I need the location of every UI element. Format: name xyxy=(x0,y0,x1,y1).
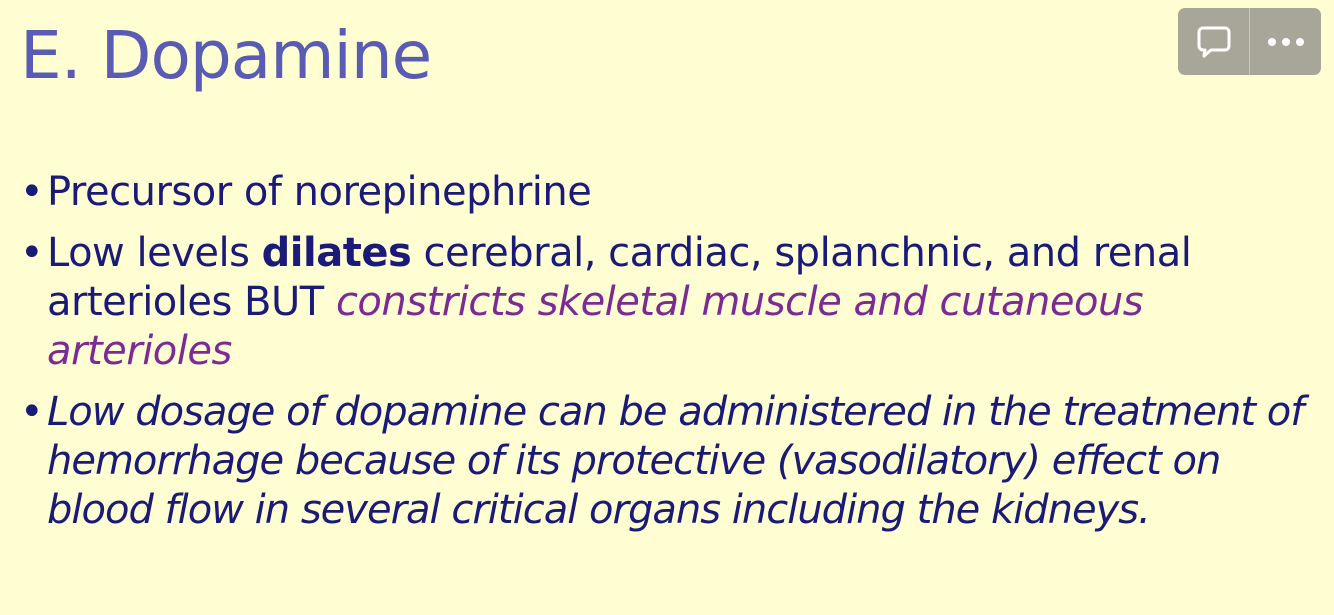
bullet-item-2 xyxy=(20,229,1330,376)
more-options-button[interactable] xyxy=(1249,8,1321,75)
bullet-text-3: Low dosage of dopamine can be administered in the treatment of hemorrhage because of its protective (vasodilatory) effect on blood flow in several critical organs including the kidneys. xyxy=(47,389,1304,533)
bullet-marker: • xyxy=(20,169,44,215)
slide-title: E. Dopamine xyxy=(20,17,432,94)
slide-toolbar xyxy=(1178,8,1321,75)
bullet-text-2-bold: dilates xyxy=(261,230,412,276)
ellipsis-icon xyxy=(1267,37,1305,47)
bullet-item-3 xyxy=(20,388,1330,535)
bullet-text-2-emphasis: constricts skeletal muscle and cutaneous arterioles xyxy=(47,279,1144,374)
bullet-marker: • xyxy=(20,230,44,276)
comment-button[interactable] xyxy=(1178,8,1249,75)
speech-bubble-icon xyxy=(1196,25,1232,59)
bullet-text-1: Precursor of norepinephrine xyxy=(47,169,592,215)
bullet-item-1 xyxy=(20,168,1330,217)
bullet-text-2-start: Low levels xyxy=(47,230,262,276)
bullet-list xyxy=(20,168,1330,547)
bullet-text-2-middle: cerebral, cardiac, splanchnic, and renal arterioles BUT xyxy=(47,230,1192,325)
bullet-marker: • xyxy=(20,389,43,435)
